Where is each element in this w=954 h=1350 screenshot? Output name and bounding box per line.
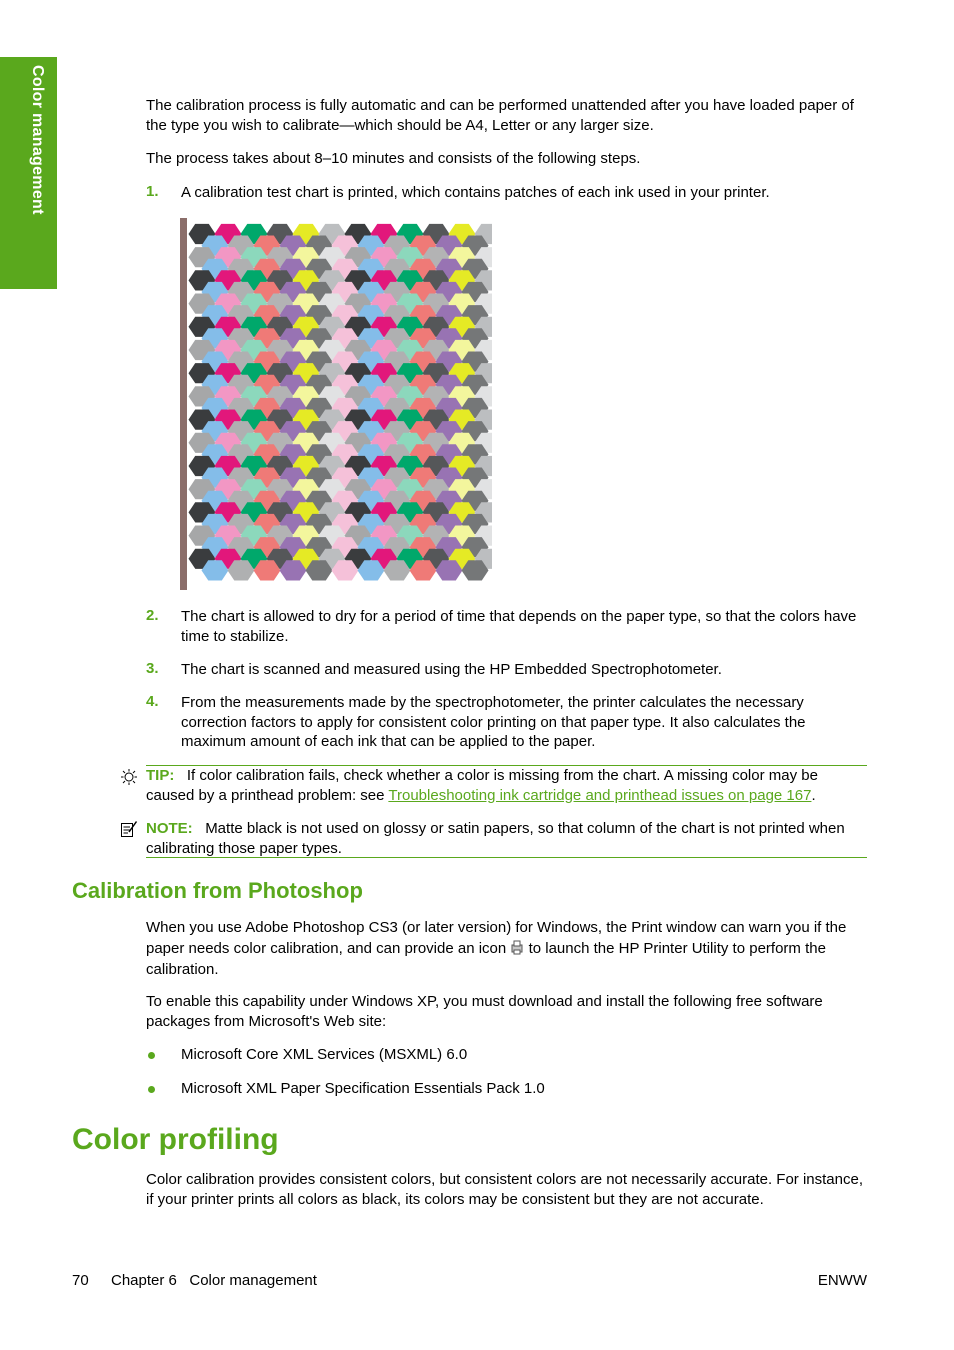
section-heading-photoshop: Calibration from Photoshop bbox=[72, 878, 363, 903]
photoshop-paragraph-2: To enable this capability under Windows XP, you must download and install the following free software packages from Microsoft's Web site: bbox=[146, 993, 823, 1030]
note-pencil-icon bbox=[120, 820, 138, 838]
bullet-dot bbox=[148, 1086, 155, 1093]
profiling-paragraph: Color calibration provides consistent colors, but consistent colors are not necessarily accurate. For instance, if your printer prints all colors as black, its colors may be consistent but they are not accurate. bbox=[146, 1171, 864, 1208]
intro-paragraph-2: The process takes about 8–10 minutes and consists of the following steps. bbox=[146, 150, 641, 167]
step-number: 3. bbox=[146, 660, 159, 677]
note-bottom-rule bbox=[146, 857, 867, 858]
troubleshooting-link[interactable]: Troubleshooting ink cartridge and printhead issues on page 167 bbox=[388, 786, 812, 804]
calibration-chart-image bbox=[180, 218, 492, 590]
step-text: The chart is scanned and measured using the HP Embedded Spectrophotometer. bbox=[181, 661, 722, 678]
photoshop-p1-after: to launch the HP Printer Utility to perform the calibration. bbox=[146, 940, 826, 978]
chart-edge-strip bbox=[180, 218, 187, 590]
tip-text bbox=[146, 766, 868, 805]
lightbulb-icon bbox=[120, 768, 138, 786]
chapter-side-tab bbox=[0, 57, 57, 289]
footer-page-number: 70 bbox=[72, 1272, 89, 1289]
bullet-text: Microsoft Core XML Services (MSXML) 6.0 bbox=[181, 1046, 468, 1063]
step-number: 4. bbox=[146, 693, 159, 710]
hp-printer-utility-icon[interactable] bbox=[510, 939, 524, 955]
tip-body: If color calibration fails, check whether a color is missing from the chart. A missing color may be caused by a printhead problem: see bbox=[146, 767, 818, 804]
footer-chapter: Chapter 6 Color management bbox=[111, 1272, 317, 1289]
footer-right-label: ENWW bbox=[817, 1272, 867, 1289]
tip-label: TIP: bbox=[146, 767, 175, 784]
bullet-dot bbox=[148, 1052, 155, 1059]
intro-paragraph-1: The calibration process is fully automatic and can be performed unattended after you have loaded paper of the type you wish to calibrate—which should be A4, Letter or any larger size. bbox=[146, 97, 854, 134]
photoshop-paragraph-1 bbox=[146, 917, 868, 980]
note-text bbox=[146, 819, 868, 858]
section-heading-color-profiling: Color profiling bbox=[72, 1123, 279, 1156]
step-number: 2. bbox=[146, 607, 159, 624]
step-number: 1. bbox=[146, 183, 159, 200]
step-text: The chart is allowed to dry for a period of time that depends on the paper type, so that the colors have time to stabilize. bbox=[181, 608, 857, 645]
step-text: From the measurements made by the spectrophotometer, the printer calculates the necessary correction factors to apply for consistent color printing on that paper type. It also calculates the maximum amount of each ink that can be applied to the paper. bbox=[181, 694, 806, 750]
photoshop-p1-before: When you use Adobe Photoshop CS3 (or later version) for Windows, the Print window can warn you if the paper needs color calibration, and can provide an icon bbox=[146, 919, 847, 957]
step-text: A calibration test chart is printed, which contains patches of each ink used in your printer. bbox=[181, 184, 770, 201]
tip-after: . bbox=[811, 786, 816, 804]
side-tab-label: Color management bbox=[29, 65, 46, 215]
note-body: Matte black is not used on glossy or satin papers, so that column of the chart is not printed when calibrating those paper types. bbox=[146, 820, 845, 857]
bullet-text: Microsoft XML Paper Specification Essentials Pack 1.0 bbox=[181, 1080, 545, 1097]
note-label: NOTE: bbox=[146, 820, 193, 837]
